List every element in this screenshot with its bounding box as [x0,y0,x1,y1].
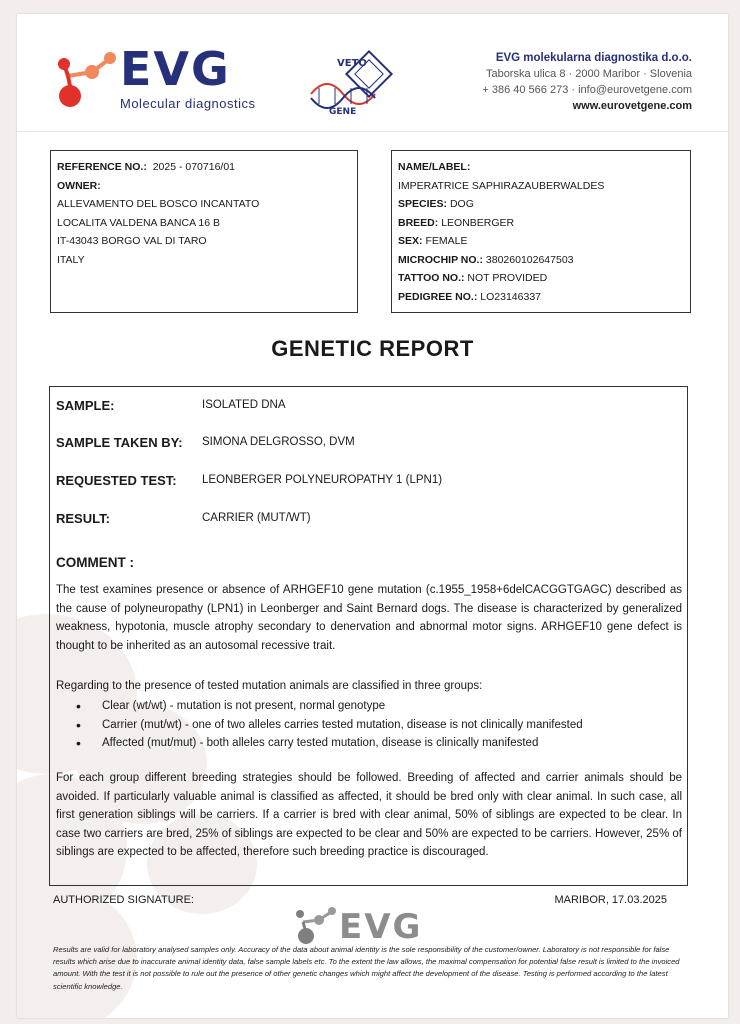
molecule-logo-icon [50,46,120,111]
sample-row [56,398,286,413]
microchip-row: MICROCHIP NO.: 380260102647503 [398,253,574,266]
reference-label: REFERENCE NO.: [57,161,147,173]
owner-line: LOCALITA VALDENA BANCA 16 B [57,216,221,229]
requested-test-value: LEONBERGER POLYNEUROPATHY 1 (LPN1) [202,474,443,486]
stamp-text: EVG [339,907,423,947]
signature-label: AUTHORIZED SIGNATURE: [53,894,194,906]
requested-test-label: REQUESTED TEST: [56,473,177,488]
sample-value: ISOLATED DNA [202,399,286,411]
company-logo-subtitle: Molecular diagnostics [120,96,256,111]
owner-label: OWNER: [57,179,101,192]
name-label: NAME/LABEL: [398,161,471,173]
report-box [49,386,688,886]
owner-line: IT-43043 BORGO VAL DI TARO [57,235,207,247]
report-title: GENETIC REPORT [271,336,474,361]
company-address: Taborska ulica 8 · 2000 Maribor · Slovenia [485,68,692,80]
vetogene-seal-icon [307,44,397,116]
breed-row: BREED: LEONBERGER [398,216,515,229]
vetogene-seal-text: VETO [337,58,367,69]
company-phone-email: + 386 40 566 273 · info@eurovetgene.com [482,84,692,96]
place-date: MARIBOR, 17.03.2025 [554,894,667,906]
comment-paragraph: For each group different breeding strategies should be followed. Breeding of affected and carrier animals should be avoided. If particularly valuable animal is classified as affected, it should be bred only with clear animal. In such case, all first generation siblings will be carriers. If a carrier is bred with clear animal, 50% of siblings are expected to be clear. In case two carriers are bred, 25% of siblings are expected to be clear and 50% are expected to be carriers. However, 25% of siblings are expected to be affected, therefore such breeding practice is discouraged. [56,772,682,859]
sample-label: SAMPLE: [56,398,115,413]
pedigree-row: PEDIGREE NO.: LO23146337 [398,290,542,303]
requested-test-row [56,473,443,488]
letterhead [17,14,728,132]
sex-row: SEX: FEMALE [398,235,468,247]
result-label: RESULT: [56,511,110,526]
company-website: www.eurovetgene.com [572,100,692,112]
name-value: IMPERATRICE SAPHIRAZAUBERWALDES [398,179,605,192]
list-item: • Carrier (mut/wt) - one of two alleles carries tested mutation, disease is not clinically manifested [76,716,583,735]
sample-taken-value: SIMONA DELGROSSO, DVM [202,436,355,448]
result-value: CARRIER (MUT/WT) [202,512,311,524]
comment-paragraph: Regarding to the presence of tested mutation animals are classified in three groups: [56,680,483,692]
sample-taken-row [56,435,355,450]
sample-taken-label: SAMPLE TAKEN BY: [56,435,183,450]
vetogene-seal-text: GENE [329,107,357,116]
company-name: EVG molekularna diagnostika d.o.o. [495,52,692,64]
owner-info-box [50,150,358,313]
company-logo-text: EVG [120,42,231,96]
reference-value: 2025 - 070716/01 [152,161,236,173]
result-row [56,511,311,526]
tattoo-row: TATTOO NO.: NOT PROVIDED [398,272,548,284]
owner-line: ITALY [57,253,85,266]
animal-info-box [391,150,691,313]
reference-row [57,158,351,177]
owner-line: ALLEVAMENTO DEL BOSCO INCANTATO [57,198,260,210]
comment-heading: COMMENT : [56,555,134,570]
legal-disclaimer: Results are valid for laboratory analysed samples only. Accuracy of the data about animal identity is the sole responsibility of the customer/owner. Laboratory is not responsible for false results which arise due to inaccurate animal identity data, false sample labels etc. To the extent the law allows, the maximal compensation for potential false result is limited to the invoiced amount. With the test it is not possible to rule out the presence of other genetic changes which might affect the development of the disease. Testing is performed according to the latest scientific knowledge. [53,945,680,991]
species-row: SPECIES: DOG [398,198,474,210]
genotype-list [76,697,583,753]
comment-paragraph: The test examines presence or absence of ARHGEF10 gene mutation (c.1955_1958+6delCACGGTGAGC) described as the cause of polyneuropathy (LPN1) in Leonberger and Saint Bernard dogs. The disease is characterized by generalized weakness, hypotonia, muscle atrophy secondary to denervation and abnormal motor signs. ARHGEF10 gene defect is thought to be inherited as an autosomal recessive trait. [56,584,682,652]
company-contact [482,50,692,114]
list-item: • Affected (mut/mut) - both alleles carry tested mutation, disease is clinically manifested [76,734,583,753]
report-page [17,14,728,1018]
list-item: • Clear (wt/wt) - mutation is not present, normal genotype [76,697,583,716]
